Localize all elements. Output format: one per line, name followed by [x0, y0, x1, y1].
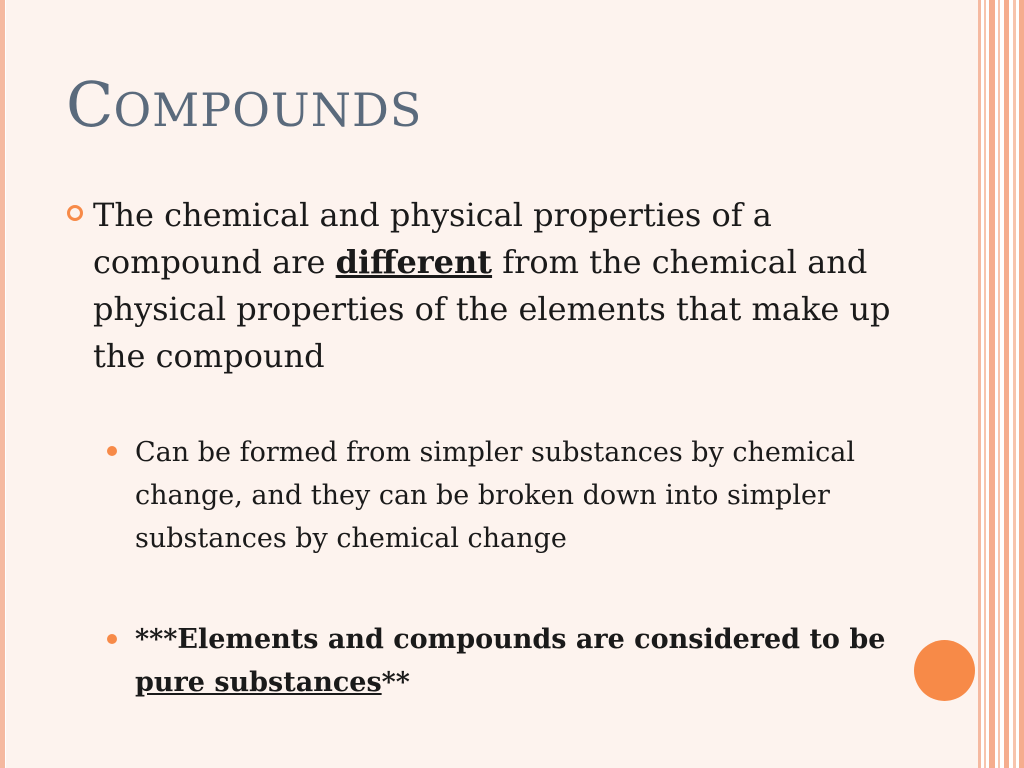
- right-frame-line: [984, 0, 986, 768]
- bullet-main: [93, 192, 933, 380]
- right-frame-stripe: [1004, 0, 1009, 768]
- right-frame-line: [1013, 0, 1016, 768]
- right-frame-line: [978, 0, 981, 768]
- emphasis-different: different: [335, 243, 493, 281]
- right-frame-stripe: [1019, 0, 1024, 768]
- orange-circle-icon: [914, 640, 975, 701]
- sub-bullet-formation: Can be formed from simpler substances by chemical change, and they can be broken down into simpler substances by chemical change: [135, 437, 855, 554]
- left-frame-line: [0, 0, 5, 768]
- title-initial: C: [66, 68, 114, 141]
- right-frame-line: [998, 0, 1000, 768]
- dot-bullet-icon: [107, 634, 117, 644]
- bullet-main-text-end: from the chemical and physical properties of the elements that make up the compound: [93, 243, 891, 375]
- slide-title: [66, 68, 423, 141]
- title-rest: OMPOUNDS: [113, 83, 423, 137]
- pure-substances-text-end: **: [381, 667, 410, 698]
- right-frame-stripe: [989, 0, 995, 768]
- dot-bullet-icon: [107, 446, 117, 456]
- ring-bullet-icon: [67, 205, 83, 221]
- pure-substances-text: ***Elements and compounds are considered to be: [135, 624, 886, 655]
- sub-bullet-pure-substances: [135, 618, 935, 704]
- bullet-main-text: The chemical and physical properties of a compound are: [93, 196, 772, 281]
- emphasis-pure-substances: pure substances: [135, 667, 382, 698]
